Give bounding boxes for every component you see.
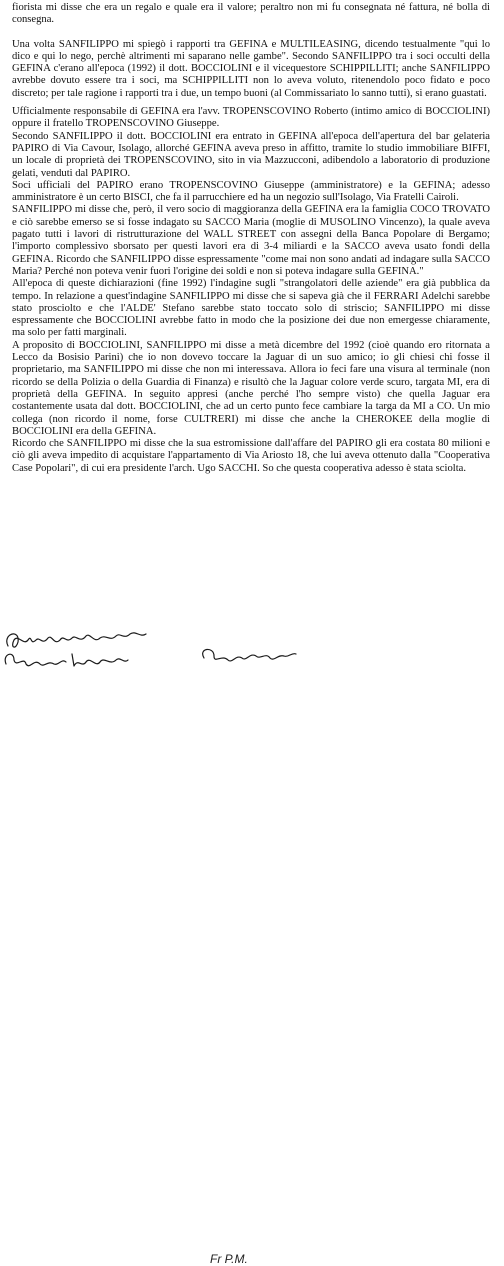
paragraph: Secondo SANFILIPPO il dott. BOCCIOLINI era entrato in GEFINA all'epoca dell'apertura del bar gelateria PAPIRO di Via Cavour, Isolago, allorché GEFINA aveva preso in affitto, tramite lo studio immobiliare BIFFI, un locale di proprietà dei TROPENSCOVINO, sito in via Mazzucconi, adibendolo a laboratorio di produzione gelati, venduti dal PAPIRO. bbox=[12, 130, 490, 179]
signature-left-lower bbox=[5, 654, 128, 666]
paragraph: All'epoca di queste dichiarazioni (fine 1992) l'indagine sugli "strangolatori delle aziende" era già pubblica da tempo. In relazione a quest'indagine SANFILIPPO mi disse che si sapeva già che il FERRARI Adelchi sarebbe stato prosciolto e che l'ALDE' Stefano sarebbe stato toccato solo di striscio; SANFILIPPO mi disse espressamente che BOCCIOLINI avrebbe fatto in modo che la posizione dei due non emergesse chiaramente, ma solo per fatti marginali. bbox=[12, 278, 490, 339]
paragraph: Una volta SANFILIPPO mi spiegò i rapporti tra GEFINA e MULTILEASING, dicendo testualmente "qui lo dico e qui lo nego, perchè altrimenti mi saparano nelle gambe". Secondo SANFILIPPO tra i soci occulti della GEFINA c'erano all'epoca (1992) il dott. BOCCIOLINI e il vicequestore SCHIPPILLITI; anche SANFILIPPO avrebbe dovuto essere tra i soci, ma SCHIPPILLITI non lo aveva voluto, ritenendolo poco fidato e poco discreto; per tale ragione i rapporti tra i due, un tempo buoni (al Commissariato lo sanno tutti), si erano guastati. bbox=[12, 38, 490, 99]
paragraph: fiorista mi disse che era un regalo e quale era il valore; peraltro non mi fu consegnata né fattura, né bolla di consegna. bbox=[12, 2, 490, 26]
paragraph: A proposito di BOCCIOLINI, SANFILIPPO mi disse a metà dicembre del 1992 (cioè quando ero ritornata a Lecco da Bosisio Parini) che io non dovevo toccare la Jaguar di un suo amico; io gli chiesi chi fosse il proprietario, ma SANFILIPPO mi disse che non mi interessava. Allora io feci fare una visura al terminale (non ricordo se della Polizia o della Guardia di Finanza) e risultò che la Jaguar colore verde scuro, targata MI, era di proprietà della GEFINA. In seguito appresi (anche perché l'ho sempre visto) che quella Jaguar era costantemente usata dal dott. BOCCIOLINI, che ad un certo punto fece cambiare la targa da MI a CO. Un mio collega (non ricordo il nome, forse CULTRERI) mi disse che anche la CHEROKEE della moglie di BOCCIOLINI era della GEFINA. bbox=[12, 339, 490, 437]
signature-left-upper bbox=[7, 633, 146, 647]
paragraph: SANFILIPPO mi disse che, però, il vero socio di maggioranza della GEFINA era la famiglia COCO TROVATO e ciò sarebbe emerso se si fosse indagato su SACCO Maria (moglie di MUSOLINO Vincenzo), la quale aveva pagato tutti i lavori di ristrutturazione del WALL STREET con assegni della Banca Popolare di Bergamo; l'importo complessivo sborsato per questi lavori era di 3-4 miliardi e la SACCO aveva usato fondi della GEFINA. Ricordo che SANFILIPPO disse espressamente "come mai non sono andati ad indagare sulla SACCO Maria? Perché non poteva venir fuori l'origine dei soldi e non si poteva indagare sulla GEFINA." bbox=[12, 204, 490, 277]
signatures-area bbox=[0, 624, 504, 1266]
document-body bbox=[12, 2, 490, 475]
handwritten-signatures bbox=[0, 624, 504, 671]
signature-note: Fr P.M. bbox=[210, 1252, 248, 1266]
paragraph: Soci ufficiali del PAPIRO erano TROPENSCOVINO Giuseppe (amministratore) e la GEFINA; adesso amministratore è un certo BISCI, che fa il parrucchiere ed ha un negozio sull'Isolago, Via Fratelli Cairoli. bbox=[12, 179, 490, 204]
paragraph: Ricordo che SANFILIPPO mi disse che la sua estromissione dall'affare del PAPIRO gli era costata 80 milioni e ciò gli aveva impedito di acquistare l'appartamento di Via Ariosto 18, che lui aveva ottenuto dalla "Cooperativa Case Popolari", di cui era presidente l'arch. Ugo SACCHI. So che questa cooperativa adesso è stata sciolta. bbox=[12, 438, 490, 474]
paragraph: Ufficialmente responsabile di GEFINA era l'avv. TROPENSCOVINO Roberto (intimo amico di BOCCIOLINI) oppure il fratello TROPENSCOVINO Giuseppe. bbox=[12, 106, 490, 130]
signature-right bbox=[203, 649, 296, 661]
